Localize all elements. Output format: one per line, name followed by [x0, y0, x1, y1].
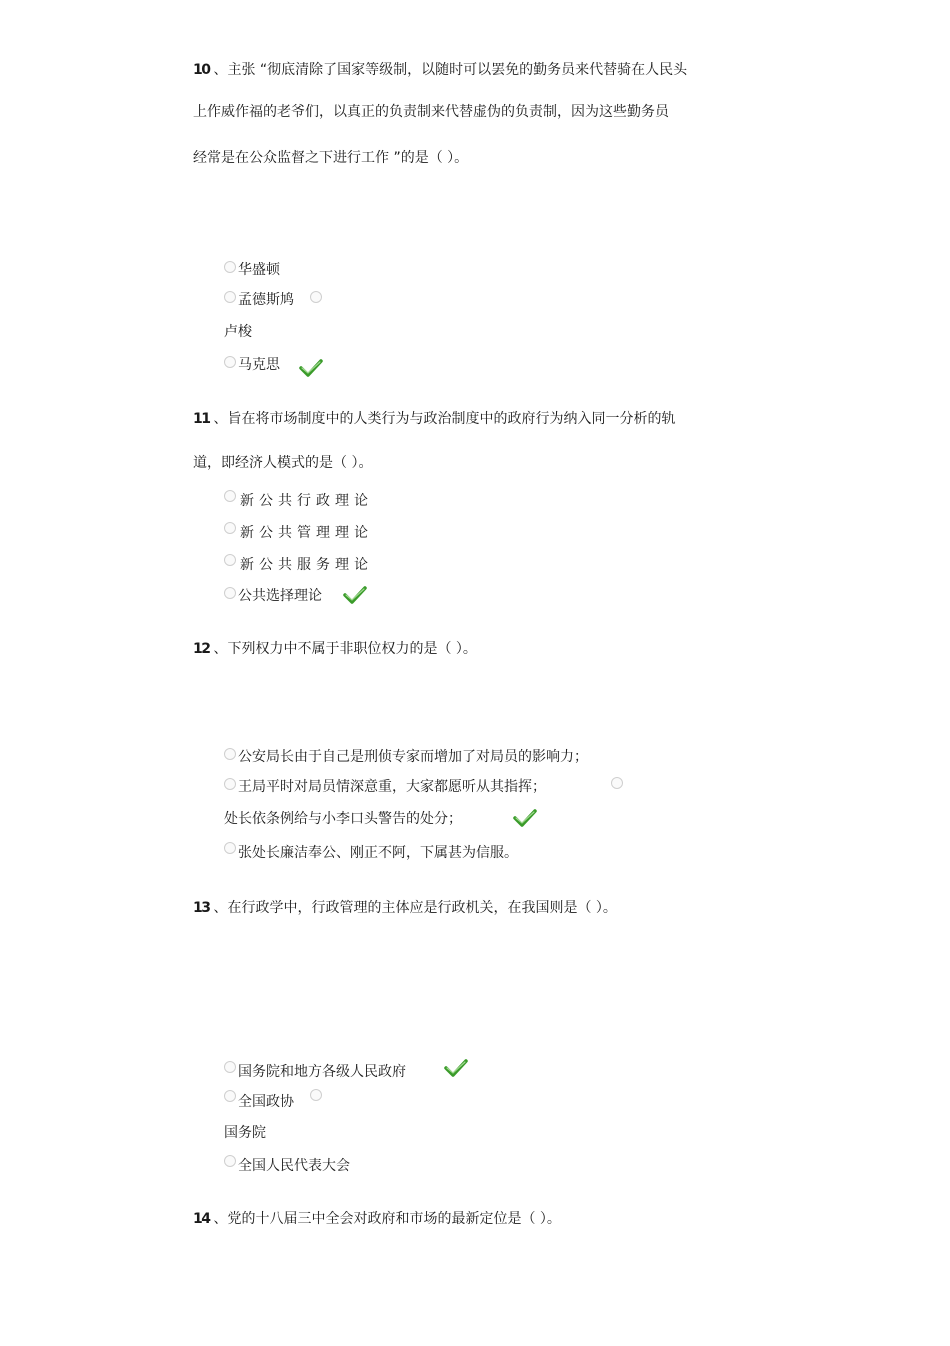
question-number: 11 [193, 411, 210, 427]
radio-button[interactable] [224, 748, 236, 760]
option-label: 新公共行政理论 [240, 493, 373, 509]
question-10-line-1 [193, 61, 687, 79]
option-label: 王局平时对局员情深意重，大家都愿听从其指挥； [238, 779, 546, 795]
radio-button[interactable] [224, 261, 236, 273]
question-text: 、旨在将市场制度中的人类行为与政治制度中的政府行为纳入同一分析的轨 [213, 411, 676, 427]
question-number: 14 [193, 1211, 210, 1227]
radio-button[interactable] [224, 587, 236, 599]
question-10-line-2: 上作威作福的老爷们，以真正的负责制来代替虚伪的负责制，因为这些勤务员 [193, 104, 669, 120]
option-label: 卢梭 [224, 324, 252, 340]
question-10-line-3: 经常是在公众监督之下进行工作 ”的是（ ）。 [193, 150, 469, 166]
radio-button[interactable] [224, 778, 236, 790]
radio-button[interactable] [224, 1155, 236, 1167]
option-label: 新公共服务理论 [240, 557, 373, 573]
question-text: 、在行政学中，行政管理的主体应是行政机关，在我国则是（ ）。 [213, 900, 617, 916]
question-12-line-1 [193, 640, 477, 658]
checkmark-icon [513, 808, 537, 828]
checkmark-icon [444, 1058, 468, 1078]
question-13-line-1 [193, 899, 617, 917]
option-label: 张处长廉洁奉公、刚正不阿，下属甚为信服。 [238, 845, 518, 861]
option-label: 孟德斯鸠 [238, 292, 294, 308]
radio-button[interactable] [310, 1089, 322, 1101]
option-label: 新公共管理理论 [240, 525, 373, 541]
question-text: 、下列权力中不属于非职位权力的是（ ）。 [213, 641, 477, 657]
option-label: 国务院 [224, 1125, 266, 1141]
question-text: 、党的十八届三中全会对政府和市场的最新定位是（ ）。 [213, 1211, 561, 1227]
radio-button[interactable] [224, 356, 236, 368]
option-label: 华盛顿 [238, 262, 280, 278]
question-number: 10 [193, 62, 210, 78]
checkmark-icon [299, 358, 323, 378]
option-label: 公共选择理论 [238, 588, 322, 604]
radio-button[interactable] [224, 1061, 236, 1073]
radio-button[interactable] [310, 291, 322, 303]
option-label: 全国人民代表大会 [238, 1158, 350, 1174]
question-number: 13 [193, 900, 210, 916]
radio-button[interactable] [224, 291, 236, 303]
radio-button[interactable] [224, 554, 236, 566]
checkmark-icon [343, 585, 367, 605]
radio-button[interactable] [224, 1090, 236, 1102]
question-11-line-1 [193, 410, 675, 428]
radio-button[interactable] [224, 842, 236, 854]
option-label: 国务院和地方各级人民政府 [238, 1064, 406, 1080]
radio-button[interactable] [224, 490, 236, 502]
option-label: 马克思 [238, 357, 280, 373]
option-label: 处长依条例给与小李口头警告的处分； [224, 811, 462, 827]
question-14-line-1 [193, 1210, 561, 1228]
question-11-line-2: 道，即经济人模式的是（ ）。 [193, 455, 373, 471]
option-label: 公安局长由于自己是刑侦专家而增加了对局员的影响力； [238, 749, 588, 765]
question-text: 、主张 “彻底清除了国家等级制，以随时可以罢免的勤务员来代替骑在人民头 [213, 62, 688, 78]
radio-button[interactable] [224, 522, 236, 534]
question-number: 12 [193, 641, 210, 657]
option-label: 全国政协 [238, 1094, 294, 1110]
radio-button[interactable] [611, 777, 623, 789]
